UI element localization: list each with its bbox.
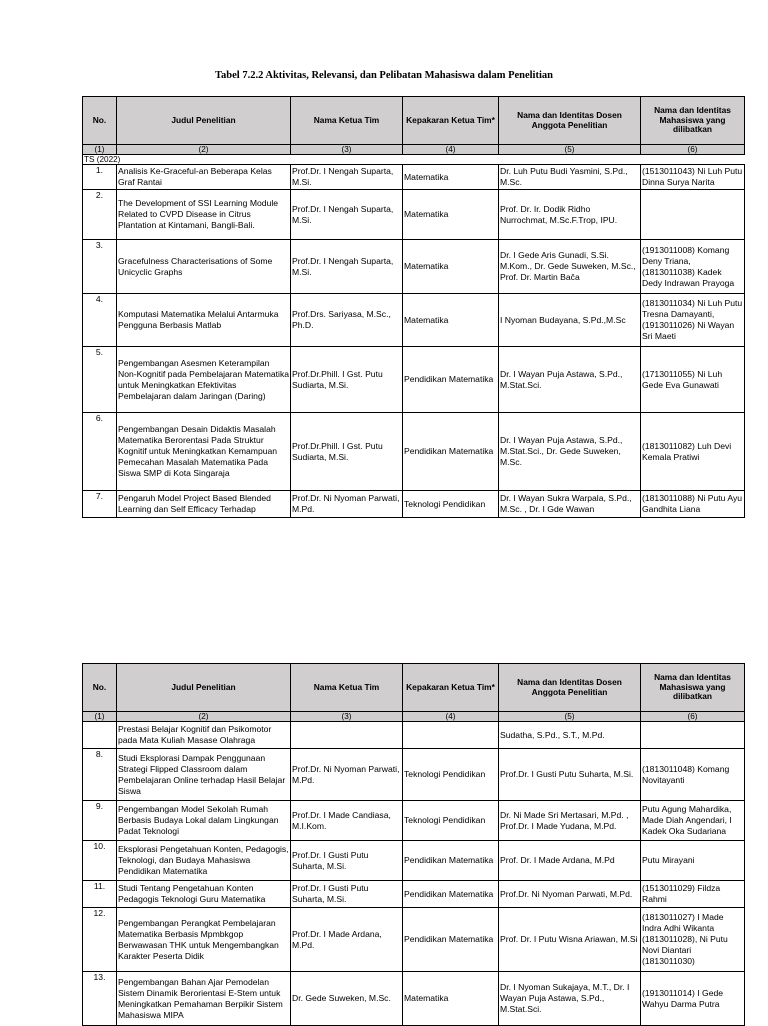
table-row bbox=[83, 413, 745, 491]
col-number: (5) bbox=[499, 712, 641, 722]
row-judul: Pengembangan Asesmen Keterampilan Non-Kognitif pada Pembelajaran Matematika untuk Meningkatkan Efektivitas Pembelajaran dalam Jaringan (Daring) bbox=[117, 347, 291, 413]
col-number: (3) bbox=[291, 712, 403, 722]
header-mahasiswa: Nama dan Identitas Mahasiswa yang dilibatkan bbox=[641, 664, 745, 712]
section-label: TS (2022) bbox=[83, 155, 745, 165]
row-mahasiswa: (1813011034) Ni Luh Putu Tresna Damayanti, (1913011026) Ni Wayan Sri Maeti bbox=[641, 294, 745, 347]
row-judul: Studi Eksplorasi Dampak Penggunaan Strategi Flipped Classroom dalam Pembelajaran Online terhadap Hasil Belajar Siswa bbox=[117, 749, 291, 801]
row-no: 6. bbox=[83, 413, 117, 491]
table-row bbox=[83, 190, 745, 240]
row-dosen: I Nyoman Budayana, S.Pd.,M.Sc bbox=[499, 294, 641, 347]
col-number: (5) bbox=[499, 145, 641, 155]
row-no: 8. bbox=[83, 749, 117, 801]
table-row bbox=[83, 722, 745, 749]
table-row bbox=[83, 908, 745, 972]
row-no: 7. bbox=[83, 491, 117, 518]
research-table-1 bbox=[82, 96, 745, 518]
table-row bbox=[83, 491, 745, 518]
row-mahasiswa: (1813011027) I Made Indra Adhi Wikanta (1813011028), Ni Putu Novi Diantari (1813011030) bbox=[641, 908, 745, 972]
row-kepakaran: Pendidikan Matematika bbox=[403, 347, 499, 413]
row-mahasiswa: (1913011014) I Gede Wahyu Darma Putra bbox=[641, 972, 745, 1026]
row-mahasiswa: (1813011082) Luh Devi Kemala Pratiwi bbox=[641, 413, 745, 491]
row-judul: Pengembangan Desain Didaktis Masalah Matematika Berorentasi Pada Struktur Kognitif untuk Meningkatkan Kemampuan Pemecahan Masalah Matematika Pada Siswa SMP di Kota Singaraja bbox=[117, 413, 291, 491]
row-kepakaran: Matematika bbox=[403, 972, 499, 1026]
row-mahasiswa bbox=[641, 722, 745, 749]
table-row bbox=[83, 841, 745, 881]
row-ketua: Prof.Dr. I Nengah Suparta, M.Si. bbox=[291, 190, 403, 240]
row-ketua: Prof.Dr. I Made Ardana, M.Pd. bbox=[291, 908, 403, 972]
row-no: 9. bbox=[83, 801, 117, 841]
row-mahasiswa: (1513011029) Fildza Rahmi bbox=[641, 881, 745, 908]
table-row bbox=[83, 347, 745, 413]
row-dosen: Dr. I Wayan Puja Astawa, S.Pd., M.Stat.Sci. bbox=[499, 347, 641, 413]
row-kepakaran: Teknologi Pendidikan bbox=[403, 801, 499, 841]
row-kepakaran: Matematika bbox=[403, 240, 499, 294]
col-number: (6) bbox=[641, 712, 745, 722]
table-caption: Tabel 7.2.2 Aktivitas, Relevansi, dan Pelibatan Mahasiswa dalam Penelitian bbox=[215, 70, 553, 81]
row-mahasiswa: (1713011055) Ni Luh Gede Eva Gunawati bbox=[641, 347, 745, 413]
row-no: 3. bbox=[83, 240, 117, 294]
table-row bbox=[83, 801, 745, 841]
row-dosen: Dr. Luh Putu Budi Yasmini, S.Pd., M.Sc. bbox=[499, 165, 641, 190]
header-kepakaran: Kepakaran Ketua Tim* bbox=[403, 97, 499, 145]
row-dosen: Dr. Ni Made Sri Mertasari, M.Pd. , Prof.Dr. I Made Yudana, M.Pd. bbox=[499, 801, 641, 841]
row-judul: Analisis Ke-Graceful-an Beberapa Kelas Graf Rantai bbox=[117, 165, 291, 190]
row-ketua: Prof.Drs. Sariyasa, M.Sc., Ph.D. bbox=[291, 294, 403, 347]
row-judul: Studi Tentang Pengetahuan Konten Pedagogis Teknologi Guru Matematika bbox=[117, 881, 291, 908]
col-number: (4) bbox=[403, 712, 499, 722]
row-no bbox=[83, 722, 117, 749]
row-mahasiswa: Putu Agung Mahardika, Made Diah Angendari, I Kadek Oka Sudariana bbox=[641, 801, 745, 841]
row-judul: Eksplorasi Pengetahuan Konten, Pedagogis, Teknologi, dan Budaya Mahasiswa Pendidikan Matematika bbox=[117, 841, 291, 881]
header-row bbox=[83, 664, 745, 712]
row-kepakaran: Matematika bbox=[403, 190, 499, 240]
column-number-row bbox=[83, 145, 745, 155]
col-number: (6) bbox=[641, 145, 745, 155]
header-no: No. bbox=[83, 97, 117, 145]
row-judul: Pengaruh Model Project Based Blended Learning dan Self Efficacy Terhadap bbox=[117, 491, 291, 518]
col-number: (1) bbox=[83, 145, 117, 155]
row-ketua: Prof.Dr. I Gusti Putu Suharta, M.Si. bbox=[291, 881, 403, 908]
row-kepakaran: Teknologi Pendidikan bbox=[403, 749, 499, 801]
header-kepakaran: Kepakaran Ketua Tim* bbox=[403, 664, 499, 712]
row-kepakaran: Teknologi Pendidikan bbox=[403, 491, 499, 518]
row-mahasiswa: (1913011008) Komang Deny Triana, (1813011038) Kadek Dedy Indrawan Prayoga bbox=[641, 240, 745, 294]
row-judul: Komputasi Matematika Melalui Antarmuka Pengguna Berbasis Matlab bbox=[117, 294, 291, 347]
row-no: 1. bbox=[83, 165, 117, 190]
section-row bbox=[83, 155, 745, 165]
row-mahasiswa: (1813011048) Komang Novitayanti bbox=[641, 749, 745, 801]
header-judul: Judul Penelitian bbox=[117, 664, 291, 712]
row-dosen: Dr. I Gede Aris Gunadi, S.Si. M.Kom., Dr. Gede Suweken, M.Sc., Prof. Dr. Martin Bača bbox=[499, 240, 641, 294]
row-ketua bbox=[291, 722, 403, 749]
header-judul: Judul Penelitian bbox=[117, 97, 291, 145]
row-mahasiswa bbox=[641, 190, 745, 240]
header-ketua: Nama Ketua Tim bbox=[291, 664, 403, 712]
row-judul: Pengembangan Model Sekolah Rumah Berbasis Budaya Lokal dalam Lingkungan Padat Teknologi bbox=[117, 801, 291, 841]
row-ketua: Prof.Dr.Phill. I Gst. Putu Sudiarta, M.Si. bbox=[291, 347, 403, 413]
header-mahasiswa: Nama dan Identitas Mahasiswa yang dilibatkan bbox=[641, 97, 745, 145]
row-dosen: Prof. Dr. I Putu Wisna Ariawan, M.Si bbox=[499, 908, 641, 972]
table-row bbox=[83, 294, 745, 347]
row-ketua: Prof.Dr. Ni Nyoman Parwati, M.Pd. bbox=[291, 491, 403, 518]
col-number: (1) bbox=[83, 712, 117, 722]
row-judul: Prestasi Belajar Kognitif dan Psikomotor pada Mata Kuliah Masase Olahraga bbox=[117, 722, 291, 749]
row-kepakaran: Matematika bbox=[403, 165, 499, 190]
header-dosen: Nama dan Identitas Dosen Anggota Penelitian bbox=[499, 664, 641, 712]
row-ketua: Prof.Dr. I Nengah Suparta, M.Si. bbox=[291, 165, 403, 190]
row-kepakaran: Pendidikan Matematika bbox=[403, 413, 499, 491]
row-mahasiswa: (1813011088) Ni Putu Ayu Gandhita Liana bbox=[641, 491, 745, 518]
row-no: 10. bbox=[83, 841, 117, 881]
row-dosen: Prof.Dr. Ni Nyoman Parwati, M.Pd. bbox=[499, 881, 641, 908]
row-no: 4. bbox=[83, 294, 117, 347]
column-number-row bbox=[83, 712, 745, 722]
row-no: 5. bbox=[83, 347, 117, 413]
table-row bbox=[83, 165, 745, 190]
row-ketua: Prof.Dr. Ni Nyoman Parwati, M.Pd. bbox=[291, 749, 403, 801]
col-number: (3) bbox=[291, 145, 403, 155]
table-row bbox=[83, 972, 745, 1026]
row-kepakaran: Pendidikan Matematika bbox=[403, 881, 499, 908]
row-ketua: Prof.Dr. I Made Candiasa, M.I.Kom. bbox=[291, 801, 403, 841]
row-kepakaran: Pendidikan Matematika bbox=[403, 841, 499, 881]
header-dosen: Nama dan Identitas Dosen Anggota Penelitian bbox=[499, 97, 641, 145]
row-dosen: Prof. Dr. Ir. Dodik Ridho Nurrochmat, M.Sc.F.Trop, IPU. bbox=[499, 190, 641, 240]
header-ketua: Nama Ketua Tim bbox=[291, 97, 403, 145]
header-no: No. bbox=[83, 664, 117, 712]
row-no: 13. bbox=[83, 972, 117, 1026]
row-ketua: Prof.Dr. I Gusti Putu Suharta, M.Si. bbox=[291, 841, 403, 881]
row-kepakaran: Matematika bbox=[403, 294, 499, 347]
row-dosen: Prof. Dr. I Made Ardana, M.Pd bbox=[499, 841, 641, 881]
table-row bbox=[83, 240, 745, 294]
row-judul: Pengembangan Perangkat Pembelajaran Matematika Berbasis Mpmbkgop Berwawasan THK untuk Mengembangkan Karakter Peserta Didik bbox=[117, 908, 291, 972]
row-ketua: Prof.Dr. I Nengah Suparta, M.Si. bbox=[291, 240, 403, 294]
row-dosen: Dr. I Nyoman Sukajaya, M.T., Dr. I Wayan Puja Astawa, S.Pd., M.Stat.Sci. bbox=[499, 972, 641, 1026]
header-row bbox=[83, 97, 745, 145]
row-no: 2. bbox=[83, 190, 117, 240]
row-dosen: Prof.Dr. I Gusti Putu Suharta, M.Si. bbox=[499, 749, 641, 801]
row-kepakaran bbox=[403, 722, 499, 749]
table-row bbox=[83, 881, 745, 908]
col-number: (2) bbox=[117, 712, 291, 722]
col-number: (2) bbox=[117, 145, 291, 155]
row-judul: Pengembangan Bahan Ajar Pemodelan Sistem Dinamik Berorientasi E-Stem untuk Meningkatkan Pemahaman Berpikir Sistem Mahasiswa MIPA bbox=[117, 972, 291, 1026]
row-kepakaran: Pendidikan Matematika bbox=[403, 908, 499, 972]
row-dosen: Dr. I Wayan Sukra Warpala, S.Pd., M.Sc. , Dr. I Gde Wawan bbox=[499, 491, 641, 518]
row-judul: The Development of SSI Learning Module Related to CVPD Disease in Citrus Plantation at Kintamani, Bangli-Bali. bbox=[117, 190, 291, 240]
table-row bbox=[83, 749, 745, 801]
row-dosen: Sudatha, S.Pd., S.T., M.Pd. bbox=[499, 722, 641, 749]
row-no: 12. bbox=[83, 908, 117, 972]
row-no: 11. bbox=[83, 881, 117, 908]
row-dosen: Dr. I Wayan Puja Astawa, S.Pd., M.Stat.Sci., Dr. Gede Suweken, M.Sc. bbox=[499, 413, 641, 491]
row-mahasiswa: Putu Mirayani bbox=[641, 841, 745, 881]
row-mahasiswa: (1513011043) Ni Luh Putu Dinna Surya Narita bbox=[641, 165, 745, 190]
row-ketua: Prof.Dr.Phill. I Gst. Putu Sudiarta, M.Si. bbox=[291, 413, 403, 491]
research-table-2 bbox=[82, 663, 745, 1026]
row-ketua: Dr. Gede Suweken, M.Sc. bbox=[291, 972, 403, 1026]
row-judul: Gracefulness Characterisations of Some Unicyclic Graphs bbox=[117, 240, 291, 294]
col-number: (4) bbox=[403, 145, 499, 155]
